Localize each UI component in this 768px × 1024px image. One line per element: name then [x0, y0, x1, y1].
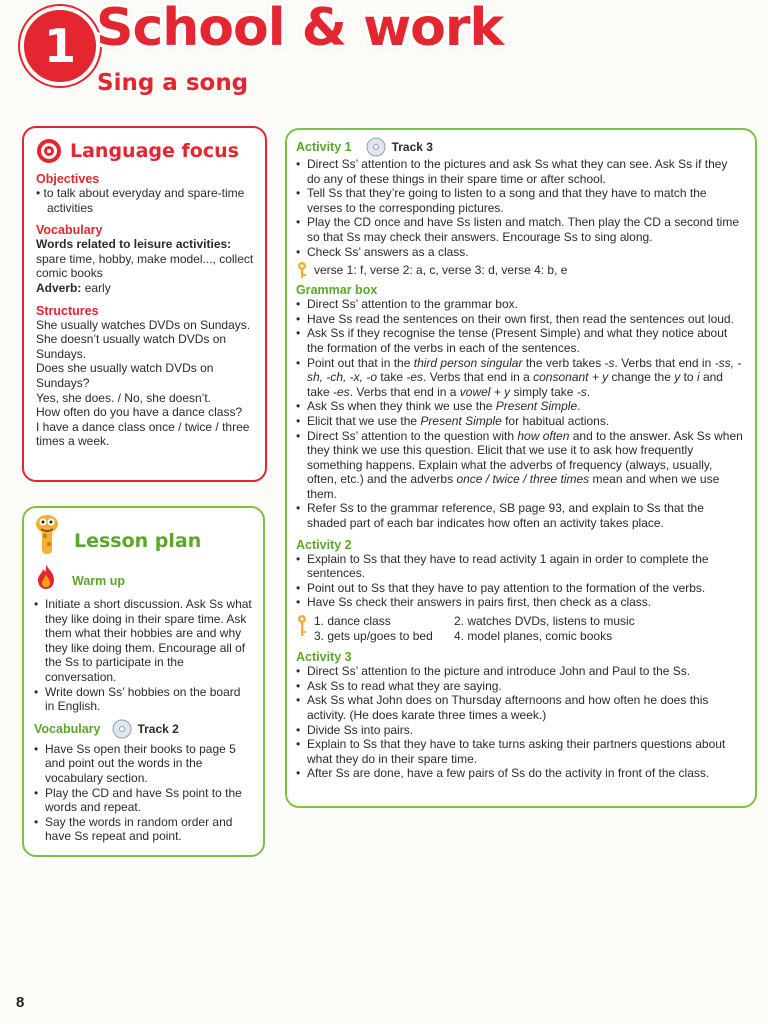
activity-1-step: • Tell Ss that they’re going to listen to a song and that they have to match the verses to the corresponding pictures.: [296, 186, 744, 215]
track-3-label: Track 3: [391, 140, 433, 154]
activity-2-step: • Have Ss check their answers in pairs first, then check as a class.: [296, 595, 744, 610]
activity-1-answer-key: verse 1: f, verse 2: a, c, verse 3: d, verse 4: b, e: [314, 262, 568, 277]
activities-box: [285, 128, 757, 808]
lp-track-label: Track 2: [137, 721, 179, 736]
grammar-step: • Ask Ss when they think we use the Present Simple.: [296, 399, 744, 414]
structures-heading: Structures: [36, 303, 99, 318]
structure-line: Does she usually watch DVDs on Sundays?: [36, 361, 214, 390]
cd-icon: [366, 137, 386, 157]
language-focus-box: [22, 126, 267, 482]
activity-2-step: • Explain to Ss that they have to read activity 1 again in order to complete the sentences.: [296, 552, 744, 581]
vocab-step: • Play the CD and have Ss point to the words and repeat.: [34, 786, 252, 815]
unit-number-badge: 1: [20, 6, 100, 86]
activity-3-heading: Activity 3: [296, 650, 352, 665]
activity-2-step: • Point out to Ss that they have to pay attention to the formation of the verbs.: [296, 581, 744, 596]
activity-3-step: • Ask Ss what John does on Thursday afternoons and how often he does this activity. (He does karate three times a week.): [296, 693, 744, 722]
vocab-subheading: Words related to leisure activities:: [36, 237, 232, 252]
activity-1-step: • Play the CD once and have Ss listen and match. Then play the CD a second time so that Ss may check their answers. Encourage Ss to sing along.: [296, 215, 744, 244]
warm-up-item: • Initiate a short discussion. Ask Ss what they like doing in their spare time. Ask them what their hobbies are and why they like doing them. Encourage all of the Ss to participate in the conversation.: [34, 597, 252, 685]
activity-3-step: • Divide Ss into pairs.: [296, 723, 744, 738]
language-focus-title: Language focus: [70, 140, 239, 162]
key-icon: [296, 614, 312, 640]
lesson-subtitle: Sing a song: [97, 70, 249, 96]
objectives-text: • to talk about everyday and spare-time activities: [36, 186, 245, 215]
activity-3-step: • Explain to Ss that they have to take turns asking their partners questions about what they do in their spare time.: [296, 737, 744, 766]
warm-up-heading: Warm up: [72, 574, 126, 588]
activity-1-heading: Activity 1: [296, 140, 352, 154]
cd-icon: [112, 719, 132, 739]
grammar-step: • Direct Ss’ attention to the grammar box.: [296, 297, 744, 312]
fire-icon: [34, 562, 58, 590]
activity-3-step: • After Ss are done, have a few pairs of Ss do the activity in front of the class.: [296, 766, 744, 781]
activity-2-answer: 2. watches DVDs, listens to music: [454, 614, 635, 629]
key-icon: [296, 261, 312, 279]
grammar-step: • Have Ss read the sentences on their own first, then read the sentences out loud.: [296, 312, 744, 327]
activity-2-answer: 1. dance class: [314, 614, 391, 629]
target-icon: [36, 138, 62, 164]
vocab-step: • Have Ss open their books to page 5 and point out the words in the vocabulary section.: [34, 742, 252, 786]
structure-line: How often do you have a dance class?: [36, 405, 243, 420]
objectives-heading: Objectives: [36, 172, 100, 186]
activity-1-step: • Check Ss’ answers as a class.: [296, 245, 744, 260]
page-number: 8: [16, 994, 25, 1011]
lp-vocabulary-heading: Vocabulary: [34, 721, 101, 736]
adverb-value: early: [84, 280, 111, 295]
structure-line: She doesn’t usually watch DVDs on Sundays.: [36, 332, 227, 361]
vocab-words: spare time, hobby, make model..., collect comic books: [36, 251, 254, 281]
activity-2-heading: Activity 2: [296, 537, 352, 552]
lesson-plan-box: [22, 506, 265, 857]
lesson-plan-title: Lesson plan: [74, 530, 202, 552]
adverb-label: Adverb:: [36, 280, 82, 295]
activity-3-step: • Ask Ss to read what they are saying.: [296, 679, 744, 694]
grammar-step: • Ask Ss if they recognise the tense (Present Simple) and what they notice about the formation of the verbs in each of the sentences.: [296, 326, 744, 355]
vocabulary-heading: Vocabulary: [36, 223, 103, 238]
activity-2-answer: 3. gets up/goes to bed: [314, 628, 433, 643]
grammar-step: • Elicit that we use the Present Simple for habitual actions.: [296, 414, 744, 429]
grammar-step: • Refer Ss to the grammar reference, SB page 93, and explain to Ss that the shaded part of each bar indicates how often an activity takes place.: [296, 501, 744, 530]
unit-title: School & work: [96, 0, 504, 58]
warm-up-item: • Write down Ss’ hobbies on the board in English.: [34, 685, 252, 714]
vocab-step: • Say the words in random order and have Ss repeat and point.: [34, 815, 252, 844]
grammar-step: • Direct Ss’ attention to the question with how often and to the answer. Ask Ss when they think we use this question. Elicit that we use it to ask how frequently something happens. Explain what the adverbs of frequency (always, usually, often, etc.) and the adverbs once / twice / three times mean and when we use them.: [296, 429, 744, 502]
activity-3-step: • Direct Ss’ attention to the picture and introduce John and Paul to the Ss.: [296, 664, 744, 679]
structure-line: She usually watches DVDs on Sundays.: [36, 317, 251, 332]
giraffe-mascot-icon: [30, 512, 66, 556]
grammar-step: • Point out that in the third person singular the verb takes -s. Verbs that end in -ss, -sh, -ch, -x, -o take -es. Verbs that end in a consonant + y change the y to i and take -es. Verbs that end in a vowel + y simply take -s.: [296, 356, 744, 400]
activity-2-answer: 4. model planes, comic books: [454, 628, 613, 643]
grammar-box-heading: Grammar box: [296, 283, 378, 298]
activity-1-step: • Direct Ss’ attention to the pictures and ask Ss what they can see. Ask Ss if they do any of these things in their spare time or after school.: [296, 157, 744, 186]
structure-line: Yes, she does. / No, she doesn’t.: [36, 390, 212, 405]
structure-line: I have a dance class once / twice / three times a week.: [36, 419, 250, 449]
